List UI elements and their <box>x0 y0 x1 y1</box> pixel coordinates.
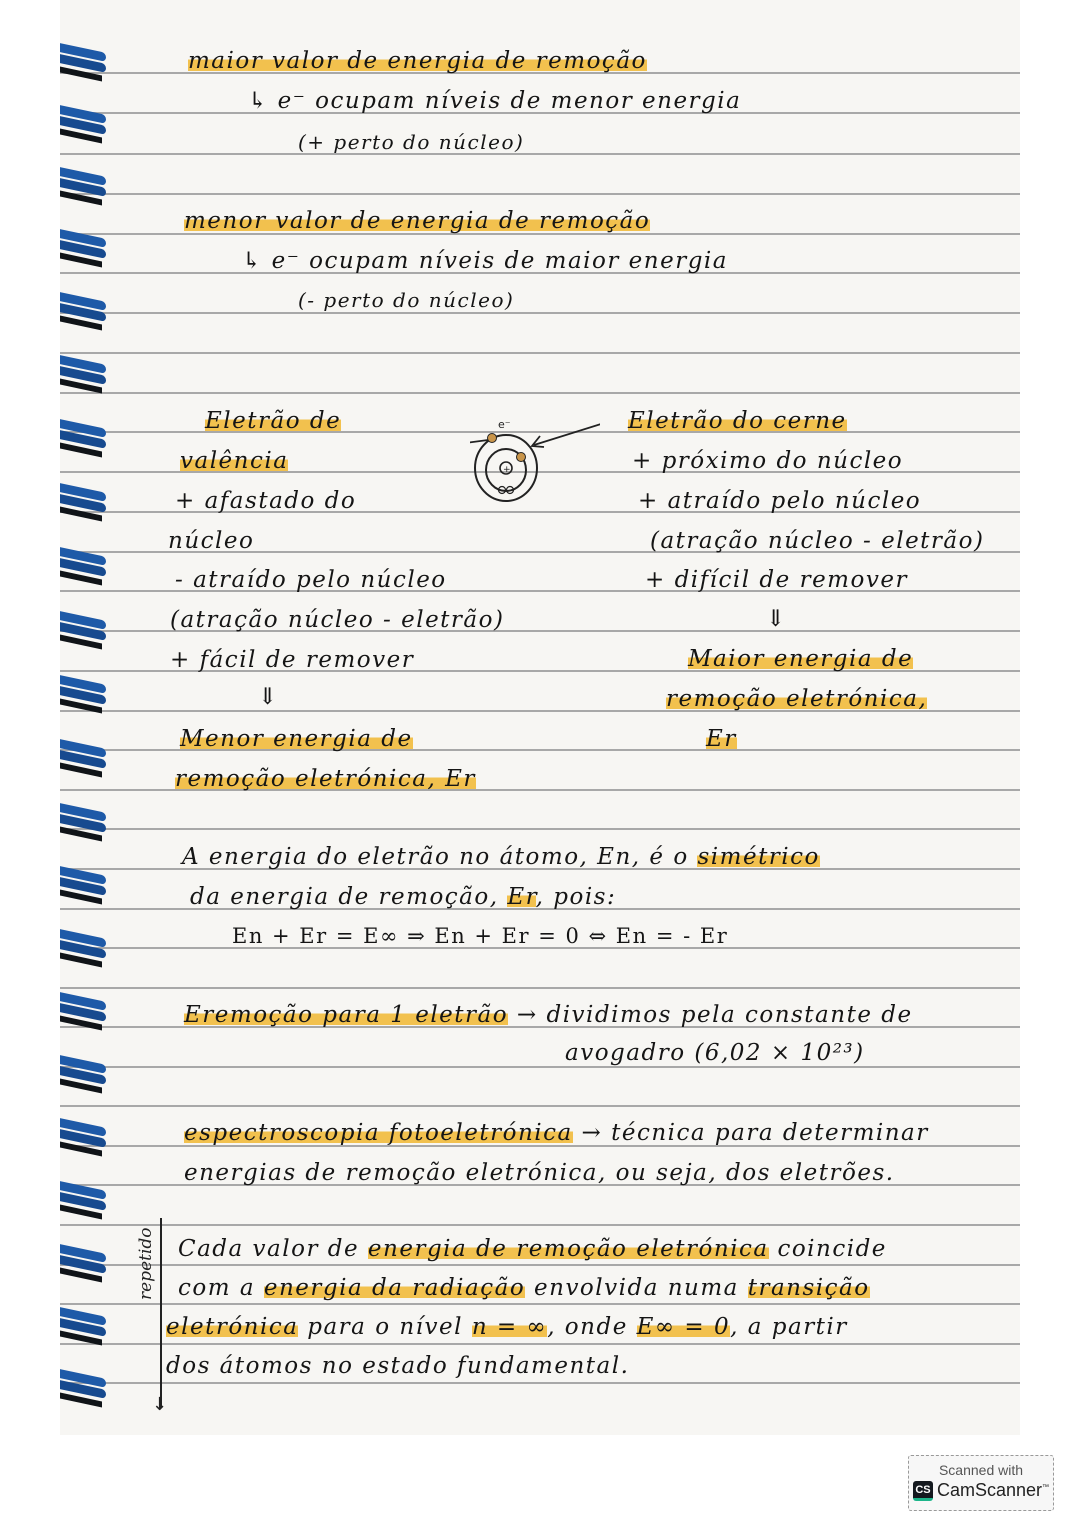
spiral-ring <box>60 804 110 844</box>
note-line: (- perto do núcleo) <box>298 288 515 312</box>
spiral-ring <box>60 1308 110 1348</box>
core-electron-title: Eletrão do cerne <box>628 408 847 434</box>
note-line: + fácil de remover <box>170 647 415 673</box>
implies-arrow: ⇓ <box>766 606 787 632</box>
note-line: (atração núcleo - eletrão) <box>650 528 985 554</box>
ruled-line <box>60 1264 1020 1266</box>
note-line: + atraído pelo núcleo <box>638 488 922 514</box>
spiral-ring <box>60 740 110 780</box>
result-text: Menor energia de <box>180 726 413 752</box>
note-line: energias de remoção eletrónica, ou seja, dos eletrões. <box>184 1160 895 1186</box>
ruled-line <box>60 987 1020 989</box>
ruled-line <box>60 828 1020 830</box>
valence-electron-title: Eletrão de <box>205 408 342 434</box>
note-line: ↳ e⁻ ocupam níveis de maior energia <box>242 248 728 274</box>
ruled-line <box>60 153 1020 155</box>
result-text: remoção eletrónica, Er <box>175 766 476 792</box>
note-line: ↳ e⁻ ocupam níveis de menor energia <box>248 88 742 114</box>
implies-arrow: ⇓ <box>258 684 279 710</box>
atom-diagram-icon <box>470 410 600 505</box>
spiral-ring <box>60 930 110 970</box>
spiral-ring <box>60 1119 110 1159</box>
spiral-ring <box>60 867 110 907</box>
ruled-line <box>60 1224 1020 1226</box>
svg-text:+: + <box>503 465 511 475</box>
ruled-line <box>60 312 1020 314</box>
note-line: - atraído pelo núcleo <box>175 567 447 593</box>
spiral-ring <box>60 420 110 460</box>
note-line: Cada valor de energia de remoção eletrónica coincide <box>178 1236 887 1262</box>
spiral-ring <box>60 44 110 84</box>
note-line: + difícil de remover <box>645 567 908 593</box>
margin-bracket <box>160 1218 162 1408</box>
svg-text:e⁻: e⁻ <box>498 418 511 431</box>
down-arrow-icon: ↓ <box>152 1394 168 1415</box>
camscanner-watermark: Scanned with CS CamScanner™ <box>908 1455 1054 1511</box>
valence-electron-title: valência <box>180 448 289 474</box>
result-text: Maior energia de <box>688 646 914 672</box>
heading-maior-valor: maior valor de energia de remoção <box>188 48 647 74</box>
ruled-line <box>60 392 1020 394</box>
spiral-ring <box>60 548 110 588</box>
spiral-ring <box>60 356 110 396</box>
notebook-page <box>60 0 1020 1435</box>
note-line: + próximo do núcleo <box>632 448 904 474</box>
spiral-ring <box>60 1245 110 1285</box>
note-line: com a energia da radiação envolvida numa transição <box>178 1275 870 1301</box>
spiral-ring <box>60 230 110 270</box>
ruled-line <box>60 1382 1020 1384</box>
note-line: espectroscopia fotoeletrónica → técnica para determinar <box>184 1120 929 1146</box>
spiral-ring <box>60 993 110 1033</box>
camscanner-logo-icon: CS <box>913 1481 933 1501</box>
note-line: dos átomos no estado fundamental. <box>166 1353 630 1379</box>
result-text: Er <box>706 726 737 752</box>
spiral-ring <box>60 293 110 333</box>
spiral-ring <box>60 612 110 652</box>
spiral-ring <box>60 1370 110 1410</box>
ruled-line <box>60 1303 1020 1305</box>
note-line: avogadro (6,02 × 10²³) <box>565 1040 865 1066</box>
ruled-line <box>60 193 1020 195</box>
note-line: (atração núcleo - eletrão) <box>170 607 505 633</box>
note-line: da energia de remoção, Er, pois: <box>190 884 617 910</box>
ruled-line <box>60 1066 1020 1068</box>
spiral-ring <box>60 106 110 146</box>
equation: En + Er = E∞ ⇒ En + Er = 0 ⇔ En = - Er <box>232 924 729 948</box>
spiral-ring <box>60 1056 110 1096</box>
spiral-ring <box>60 1182 110 1222</box>
spiral-ring <box>60 676 110 716</box>
spiral-ring <box>60 484 110 524</box>
note-line: (+ perto do núcleo) <box>298 130 525 154</box>
note-line: eletrónica para o nível n = ∞, onde E∞ = 0, a partir <box>166 1314 848 1340</box>
ruled-line <box>60 1105 1020 1107</box>
note-line: + afastado do <box>175 488 357 514</box>
note-line: A energia do eletrão no átomo, En, é o simétrico <box>182 844 820 870</box>
heading-menor-valor: menor valor de energia de remoção <box>184 208 651 234</box>
note-line: núcleo <box>168 528 255 554</box>
note-line: Eremoção para 1 eletrão → dividimos pela constante de <box>184 1002 913 1028</box>
margin-note: repetido <box>136 1227 156 1300</box>
spiral-ring <box>60 168 110 208</box>
result-text: remoção eletrónica, <box>666 686 928 712</box>
ruled-line <box>60 1343 1020 1345</box>
ruled-line <box>60 352 1020 354</box>
